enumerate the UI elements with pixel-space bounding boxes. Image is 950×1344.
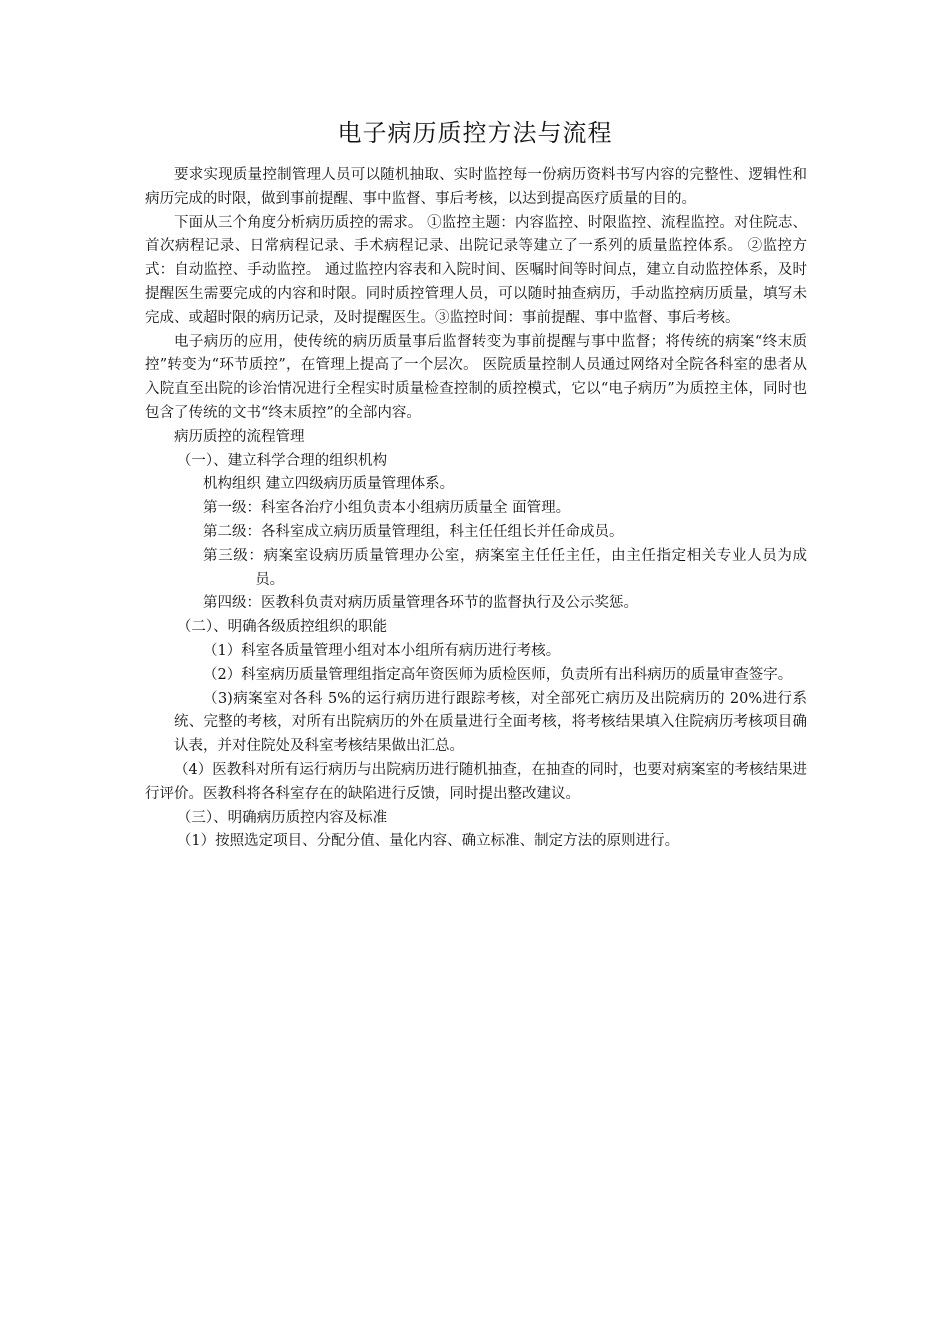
duty-4: （4）医教科对所有运行病历与出院病历进行随机抽查，在抽查的同时，也要对病案室的考核结果进行评价。医教科将各科室存在的缺陷进行反馈，同时提出整改建议。 <box>145 761 807 802</box>
level-1: 第一级：科室各治疗小组负责本小组病历质量全 面管理。 <box>203 500 571 517</box>
level-4: 第四级：医教科负责对病历质量管理各环节的监督执行及公示奖惩。 <box>203 595 638 612</box>
section-heading-1: （一）、建立科学合理的组织机构 <box>176 452 388 469</box>
paragraph-application: 电子病历的应用，使传统的病历质量事后监督转变为事前提醒与事中监督；将传统的病案“终末质控”转变为“环节质控”，在管理上提高了一个层次。 医院质量控制人员通过网络对全院各科室的患者从入院直至出院的诊治情况进行全程实时质量检查控制的质控模式，它以“电子病历”为质控主体，同时也包含了传统的文书“终末质控”的全部内容。 <box>145 333 807 421</box>
section-heading-2: （二）、明确各级质控组织的职能 <box>176 619 388 636</box>
flow-heading: 病历质控的流程管理 <box>174 428 305 445</box>
duty-2: （2）科室病历质量管理组指定高年资医师为质检医师，负责所有出科病历的质量审查签字。 <box>203 666 793 683</box>
paragraph-requirements: 要求实现质量控制管理人员可以随机抽取、实时监控每一份病历资料书写内容的完整性、逻辑性和病历完成的时限，做到事前提醒、事中监督、事后考核，以达到提高医疗质量的目的。 <box>145 167 807 207</box>
org-structure: 机构组织 建立四级病历质量管理体系。 <box>203 476 455 493</box>
level-3: 第三级：病案室设病历质量管理办公室，病案室主任任主任，由主任指定相关专业人员为成员。 <box>203 547 807 588</box>
paragraph-analysis: 下面从三个角度分析病历质控的需求。 ①监控主题：内容监控、时限监控、流程监控。对住院志、首次病程记录、日常病程记录、手术病程记录、出院记录等建立了一系列的质量监控体系。 ②监控方式：自动监控、手动监控。 通过监控内容表和入院时间、医嘱时间等时间点，建立自动监控体系，及时提醒医生需要完成的内容和时限。同时质控管理人员，可以随时抽查病历，手动监控病历质量，填写未完成、或超时限的病历记录，及时提醒医生。③监控时间：事前提醒、事中监督、事后考核。 <box>145 214 807 326</box>
duty-3: （3)病案室对各科 5%的运行病历进行跟踪考核，对全部死亡病历及出院病历的 20%进行系统、完整的考核，对所有出院病历的外在质量进行全面考核，将考核结果填入住院病历考核项目确认表，并对住院处及科室考核结果做出汇总。 <box>174 690 807 755</box>
document-title: 电子病历质控方法与流程 <box>337 119 613 147</box>
duty-1: （1）科室各质量管理小组对本小组所有病历进行考核。 <box>203 642 561 659</box>
standard-1: （1）按照选定项目、分配分值、量化内容、确立标准、制定方法的原则进行。 <box>176 833 680 850</box>
level-2: 第二级：各科室成立病历质量管理组，科主任任组长并任命成员。 <box>203 523 624 540</box>
document-body <box>145 164 807 854</box>
section-heading-3: （三）、明确病历质控内容及标准 <box>176 809 388 826</box>
